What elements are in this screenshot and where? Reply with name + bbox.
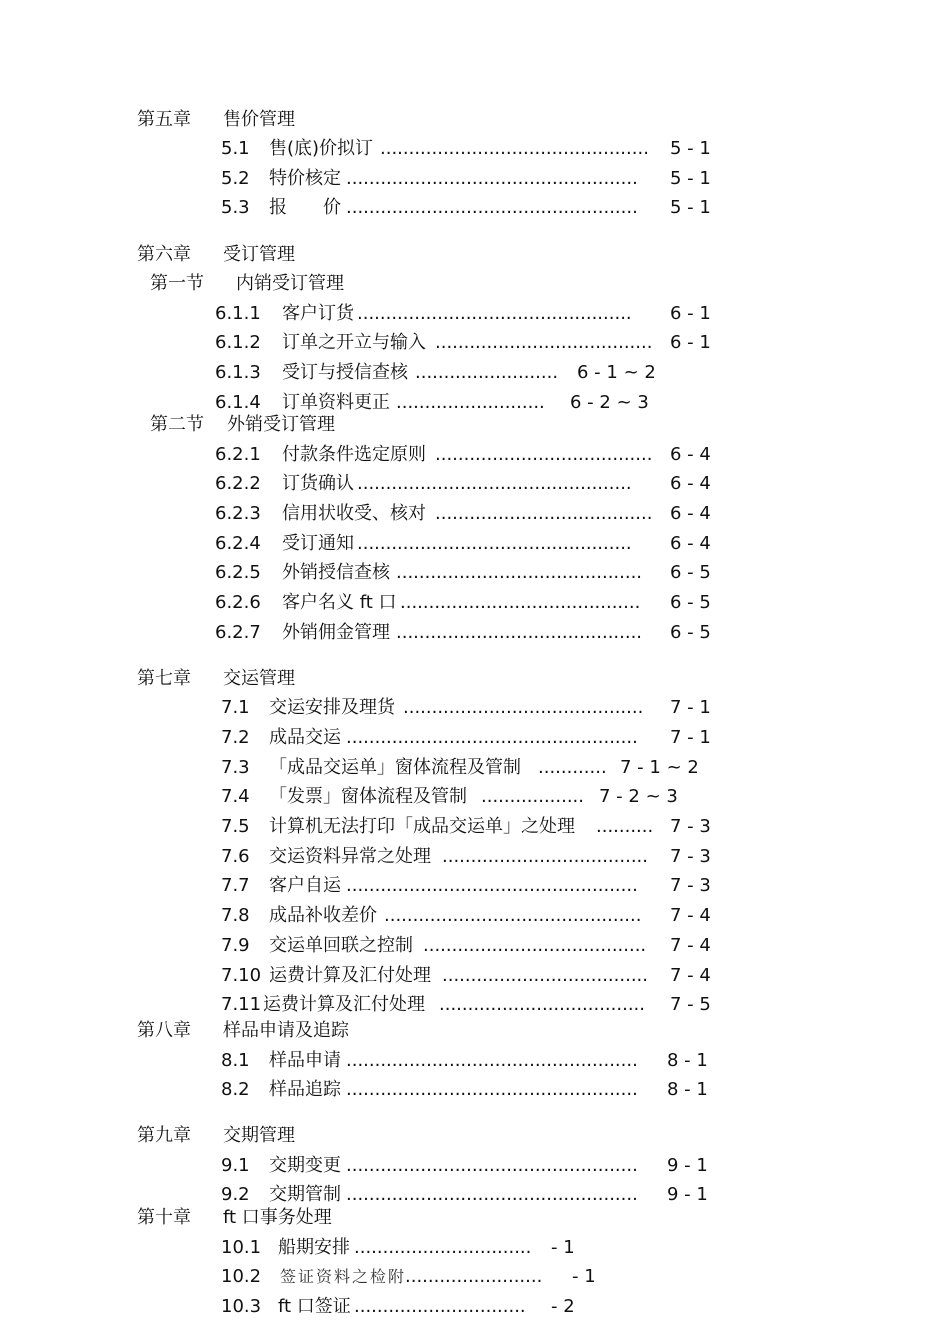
dot-leader: ..........: [596, 816, 654, 837]
chapter-title: 交运管理: [223, 668, 295, 689]
toc-entry-10-1[interactable]: [221, 1236, 575, 1260]
toc-entry-7-11[interactable]: [221, 993, 711, 1017]
entry-page: 7 - 4: [670, 935, 711, 956]
dot-leader: ....................................: [439, 994, 645, 1015]
toc-entry-5-3[interactable]: [221, 196, 711, 220]
dot-leader: .........................: [415, 362, 559, 383]
dot-leader: ..........................................: [400, 592, 641, 613]
entry-number: 8.2: [221, 1079, 250, 1100]
toc-entry-10-2[interactable]: [221, 1265, 596, 1289]
dot-leader: ......................................: [435, 332, 653, 353]
toc-entry-6-2-5[interactable]: [215, 561, 711, 585]
dot-leader: ......................................: [435, 444, 653, 465]
entry-title: 外销佣金管理: [282, 622, 390, 643]
entry-page: 6 - 5: [670, 622, 711, 643]
entry-number: 7.11: [221, 994, 262, 1015]
section-title: 外销受订管理: [227, 414, 335, 435]
entry-title: 售(底)价拟订: [269, 138, 374, 159]
toc-entry-6-1-2[interactable]: [215, 331, 711, 355]
chapter-title: 交期管理: [223, 1125, 295, 1146]
entry-page: 6 - 4: [670, 503, 711, 524]
entry-title: 样品追踪: [269, 1079, 341, 1100]
entry-number: 5.1: [221, 138, 250, 159]
entry-page: 6 - 2 ~ 3: [570, 392, 649, 413]
entry-page: 6 - 5: [670, 592, 711, 613]
entry-page: 7 - 3: [670, 816, 711, 837]
toc-entry-7-3[interactable]: [221, 756, 699, 780]
dot-leader: ...................................................: [346, 168, 638, 189]
entry-page: 5 - 1: [670, 197, 711, 218]
toc-entry-7-6[interactable]: [221, 845, 711, 869]
toc-entry-7-7[interactable]: [221, 874, 711, 898]
toc-entry-6-2-6[interactable]: [215, 591, 711, 615]
chapter-title: 样品申请及追踪: [223, 1020, 349, 1041]
dot-leader: ..........................: [396, 392, 545, 413]
entry-title: 「发票」窗体流程及管制: [269, 786, 467, 807]
chapter-number: 第八章: [137, 1020, 191, 1041]
entry-page: 8 - 1: [667, 1079, 708, 1100]
entry-title: 运费计算及汇付处理: [269, 965, 431, 986]
entry-number: 8.1: [221, 1050, 250, 1071]
entry-number: 6.1.3: [215, 362, 261, 383]
toc-entry-5-2[interactable]: [221, 167, 711, 191]
dot-leader: ...............................: [354, 1237, 532, 1258]
entry-number: 6.1.1: [215, 303, 261, 324]
dot-leader: ...........................................: [396, 622, 643, 643]
chapter-number: 第十章: [137, 1207, 191, 1228]
entry-title: 报 价: [269, 197, 341, 218]
dot-leader: ................................................: [357, 303, 632, 324]
entry-page: 8 - 1: [667, 1050, 708, 1071]
entry-page: - 1: [551, 1237, 575, 1258]
entry-title: 船期安排: [278, 1237, 350, 1258]
entry-number: 7.1: [221, 697, 250, 718]
entry-number: 7.5: [221, 816, 250, 837]
toc-entry-6-2-7[interactable]: [215, 621, 711, 645]
section-6-2-heading: [150, 413, 335, 437]
dot-leader: ..............................: [354, 1296, 526, 1317]
chapter-number: 第七章: [137, 668, 191, 689]
chapter-8-heading: [137, 1019, 349, 1043]
entry-page: 6 - 1: [670, 303, 711, 324]
entry-number: 9.2: [221, 1184, 250, 1205]
toc-entry-10-3[interactable]: [221, 1295, 575, 1319]
entry-number: 7.10: [221, 965, 262, 986]
entry-title: 签证资料之检附: [280, 1267, 407, 1286]
dot-leader: ................................................: [357, 533, 632, 554]
entry-number: 7.8: [221, 905, 250, 926]
entry-title: 订单之开立与输入: [282, 332, 426, 353]
entry-number: 6.2.6: [215, 592, 261, 613]
chapter-title: 售价管理: [223, 109, 295, 130]
chapter-9-heading: [137, 1124, 295, 1148]
entry-number: 5.2: [221, 168, 250, 189]
entry-title: 交期管制: [269, 1184, 341, 1205]
entry-title: 信用状收受、核对: [282, 503, 426, 524]
entry-title: 成品交运: [269, 727, 341, 748]
dot-leader: ....................................: [442, 846, 648, 867]
chapter-title: ft 口事务处理: [223, 1207, 332, 1228]
toc-entry-7-1[interactable]: [221, 696, 711, 720]
entry-number: 10.2: [221, 1266, 262, 1287]
dot-leader: ...................................................: [346, 1050, 638, 1071]
entry-page: 6 - 5: [670, 562, 711, 583]
entry-title: 样品申请: [269, 1050, 341, 1071]
entry-number: 7.9: [221, 935, 250, 956]
toc-entry-9-2[interactable]: [221, 1183, 708, 1207]
dot-leader: ...................................................: [346, 197, 638, 218]
chapter-7-heading: [137, 667, 295, 691]
entry-page: 6 - 1: [670, 332, 711, 353]
toc-entry-8-2[interactable]: [221, 1078, 708, 1102]
entry-page: 6 - 1 ~ 2: [577, 362, 656, 383]
dot-leader: .......................................: [423, 935, 647, 956]
toc-entry-6-1-3[interactable]: [215, 361, 656, 385]
entry-title: 订单资料更正: [282, 392, 390, 413]
entry-number: 6.1.4: [215, 392, 261, 413]
toc-entry-7-9[interactable]: [221, 934, 711, 958]
toc-entry-7-8[interactable]: [221, 904, 711, 928]
entry-number: 6.2.5: [215, 562, 261, 583]
dot-leader: .............................................: [384, 905, 642, 926]
entry-page: - 1: [572, 1266, 596, 1287]
dot-leader: ...................................................: [346, 1079, 638, 1100]
dot-leader: ...................................................: [346, 875, 638, 896]
dot-leader: ...................................................: [346, 1155, 638, 1176]
section-6-1-heading: [150, 272, 344, 296]
dot-leader: ...................................................: [346, 1184, 638, 1205]
entry-title: ft 口签证: [278, 1296, 351, 1317]
section-number: 第二节: [150, 414, 204, 435]
entry-title: 付款条件选定原则: [282, 444, 426, 465]
dot-leader: ..................: [481, 786, 584, 807]
entry-page: 7 - 3: [670, 846, 711, 867]
toc-entry-9-1[interactable]: [221, 1154, 708, 1178]
entry-page: - 2: [551, 1296, 575, 1317]
entry-number: 7.7: [221, 875, 250, 896]
toc-entry-6-1-1[interactable]: [215, 302, 711, 326]
toc-entry-7-10[interactable]: [221, 964, 711, 988]
entry-title: 计算机无法打印「成品交运单」之处理: [269, 816, 575, 837]
chapter-number: 第六章: [137, 244, 191, 265]
toc-entry-6-2-2[interactable]: [215, 472, 711, 496]
entry-number: 6.2.4: [215, 533, 261, 554]
entry-title: 特价核定: [269, 168, 341, 189]
section-title: 内销受订管理: [236, 273, 344, 294]
entry-title: 成品补收差价: [269, 905, 377, 926]
dot-leader: ...................................................: [346, 727, 638, 748]
dot-leader: ............: [538, 757, 607, 778]
entry-page: 6 - 4: [670, 533, 711, 554]
section-number: 第一节: [150, 273, 204, 294]
entry-page: 9 - 1: [667, 1184, 708, 1205]
dot-leader: ....................................: [442, 965, 648, 986]
entry-title: 交运资料异常之处理: [269, 846, 431, 867]
entry-page: 7 - 1 ~ 2: [620, 757, 699, 778]
entry-title: 运费计算及汇付处理: [263, 994, 425, 1015]
dot-leader: ...........................................: [396, 562, 643, 583]
chapter-10-heading: [137, 1206, 332, 1230]
entry-title: 客户订货: [282, 303, 354, 324]
toc-entry-6-2-4[interactable]: [215, 532, 711, 556]
chapter-5-heading: [137, 108, 295, 132]
toc-entry-6-1-4[interactable]: [215, 391, 649, 415]
toc-entry-6-2-1[interactable]: [215, 443, 711, 467]
entry-page: 7 - 1: [670, 697, 711, 718]
toc-entry-7-2[interactable]: [221, 726, 711, 750]
entry-title: 外销授信查核: [282, 562, 390, 583]
entry-number: 9.1: [221, 1155, 250, 1176]
dot-leader: ..........................................: [403, 697, 644, 718]
dot-leader: ........................: [405, 1266, 543, 1287]
entry-page: 5 - 1: [670, 168, 711, 189]
entry-number: 6.2.7: [215, 622, 261, 643]
chapter-6-heading: [137, 243, 295, 267]
entry-title: 受订通知: [282, 533, 354, 554]
entry-number: 6.2.2: [215, 473, 261, 494]
chapter-number: 第五章: [137, 109, 191, 130]
entry-number: 10.3: [221, 1296, 262, 1317]
entry-title: 交运安排及理货: [269, 697, 395, 718]
toc-entry-7-4[interactable]: [221, 785, 678, 809]
entry-page: 7 - 4: [670, 965, 711, 986]
entry-page: 7 - 5: [670, 994, 711, 1015]
entry-number: 7.4: [221, 786, 250, 807]
entry-page: 9 - 1: [667, 1155, 708, 1176]
entry-number: 6.2.1: [215, 444, 261, 465]
dot-leader: ...............................................: [380, 138, 649, 159]
entry-number: 7.3: [221, 757, 250, 778]
chapter-number: 第九章: [137, 1125, 191, 1146]
toc-entry-8-1[interactable]: [221, 1049, 708, 1073]
entry-title: 订货确认: [282, 473, 354, 494]
entry-page: 5 - 1: [670, 138, 711, 159]
entry-number: 7.2: [221, 727, 250, 748]
entry-page: 7 - 3: [670, 875, 711, 896]
entry-title: 受订与授信查核: [282, 362, 408, 383]
entry-page: 7 - 2 ~ 3: [599, 786, 678, 807]
entry-number: 6.1.2: [215, 332, 261, 353]
chapter-title: 受订管理: [223, 244, 295, 265]
entry-page: 7 - 1: [670, 727, 711, 748]
entry-number: 10.1: [221, 1237, 262, 1258]
dot-leader: ......................................: [435, 503, 653, 524]
toc-entry-6-2-3[interactable]: [215, 502, 711, 526]
entry-title: 客户自运: [269, 875, 341, 896]
entry-number: 6.2.3: [215, 503, 261, 524]
entry-title: 「成品交运单」窗体流程及管制: [269, 757, 521, 778]
toc-entry-5-1[interactable]: [221, 137, 711, 161]
entry-page: 7 - 4: [670, 905, 711, 926]
entry-number: 7.6: [221, 846, 250, 867]
entry-page: 6 - 4: [670, 444, 711, 465]
entry-title: 交运单回联之控制: [269, 935, 413, 956]
entry-title: 交期变更: [269, 1155, 341, 1176]
entry-title: 客户名义 ft 口: [282, 592, 397, 613]
entry-page: 6 - 4: [670, 473, 711, 494]
entry-number: 5.3: [221, 197, 250, 218]
toc-entry-7-5[interactable]: [221, 815, 711, 839]
dot-leader: ................................................: [357, 473, 632, 494]
